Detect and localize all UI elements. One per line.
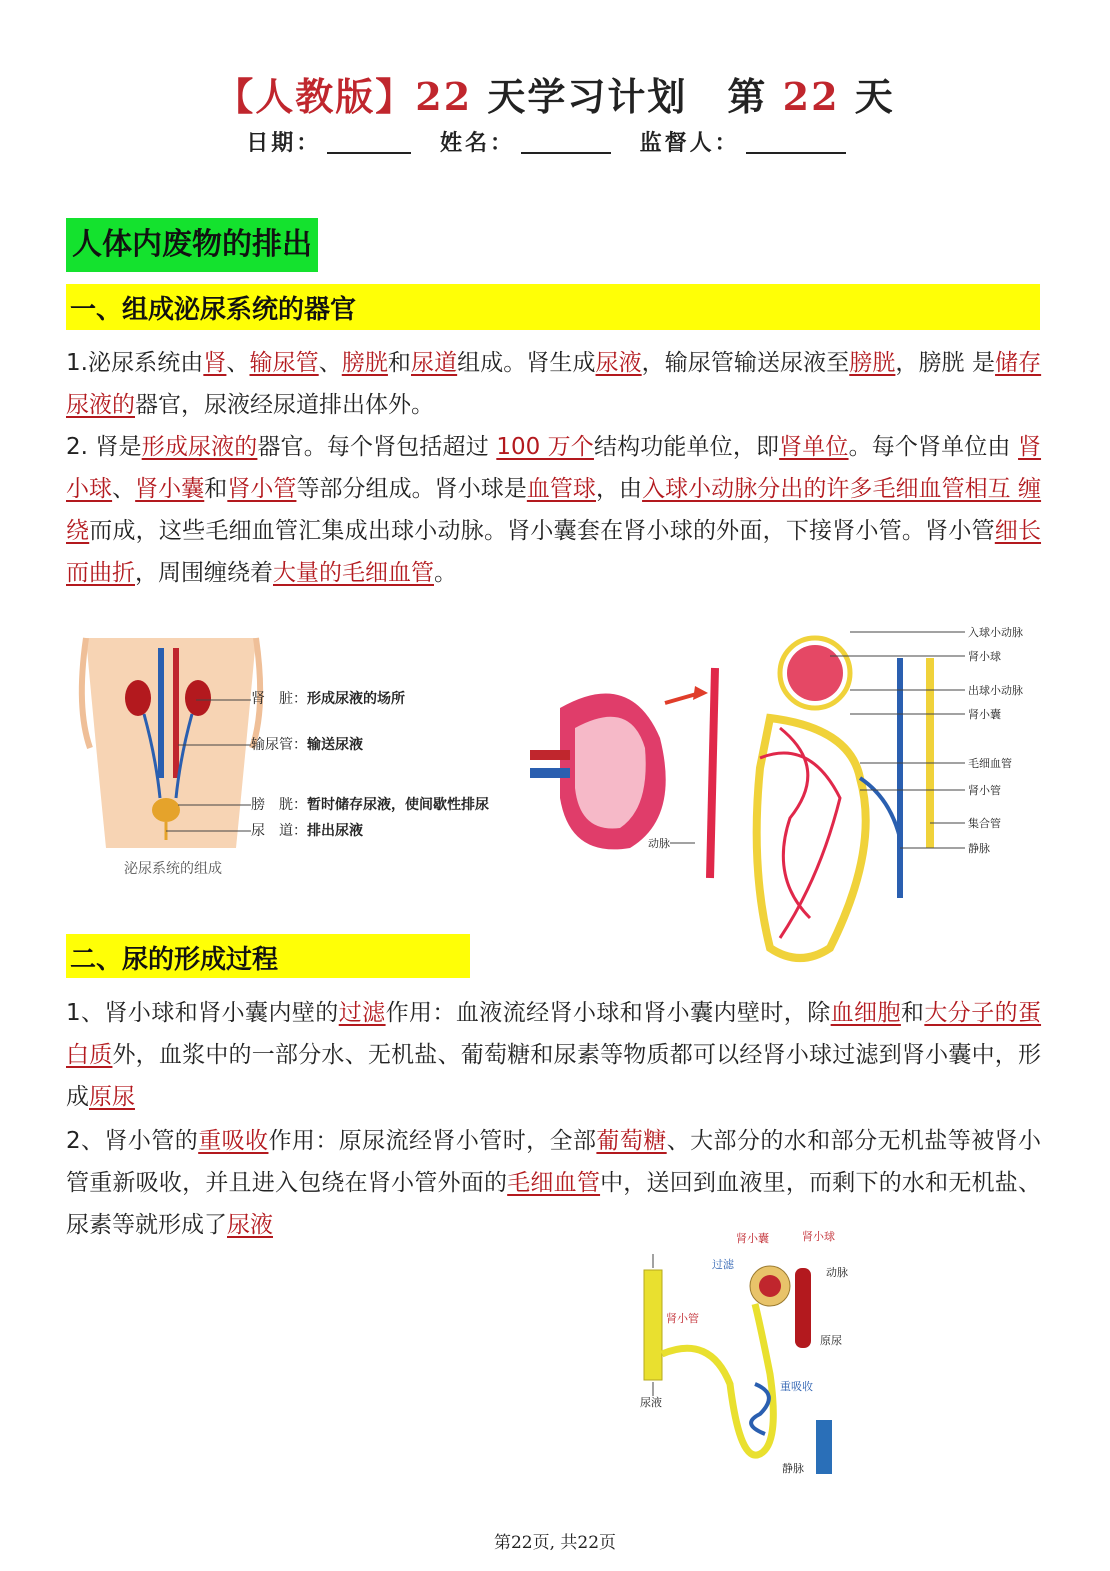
urinary-system-figure (66, 628, 526, 888)
key-term: 形成尿液的 (141, 434, 258, 460)
label-primary-urine: 原尿 (820, 1334, 842, 1347)
label-collecting-duct: 集合管 (968, 817, 1001, 830)
section2-para2 (66, 1120, 1041, 1246)
label-efferent-arteriole: 出球小动脉 (968, 684, 1023, 697)
title-tail: 天 (839, 74, 895, 119)
text-segment: 和 (900, 1000, 925, 1026)
text-segment: 、 (112, 476, 136, 502)
key-term: 肾 (203, 350, 227, 376)
text-segment: 、 (318, 350, 342, 376)
label-vein: 静脉 (968, 842, 990, 855)
text-segment: 作用：血液流经肾小球和肾小囊内壁时，除 (385, 1000, 831, 1026)
supervisor-field[interactable] (746, 130, 846, 154)
key-term: 大量的毛细血管 (273, 560, 434, 586)
name-label: 姓名： (439, 130, 515, 156)
label-filtration: 过滤 (712, 1258, 734, 1271)
section2-para1 (66, 992, 1041, 1118)
section1-para2 (66, 426, 1041, 594)
key-term: 100 万个 (496, 434, 594, 460)
key-term: 细长 而曲折 (66, 518, 1042, 586)
key-term: 膀胱 (341, 350, 388, 376)
label-tubule-2: 肾小管 (666, 1312, 699, 1325)
text-segment: 和 (204, 476, 228, 502)
label-artery: 动脉 (648, 837, 670, 850)
key-term: 尿道 (411, 350, 458, 376)
day-number: 22 (782, 74, 840, 119)
text-segment: ，周围缠绕着 (135, 560, 273, 586)
label-glomerulus: 肾小球 (968, 650, 1001, 663)
text-segment: ，由 (595, 476, 643, 502)
title-mid: 天学习计划 第 (472, 74, 783, 119)
key-term: 肾小管 (227, 476, 297, 502)
label-glomerulus-2: 肾小球 (802, 1230, 835, 1243)
label-bowman-capsule: 肾小囊 (968, 708, 1001, 721)
label-tubule: 肾小管 (968, 784, 1001, 797)
urinary-system-illustration (66, 628, 526, 888)
nephron-figure (530, 618, 1040, 968)
key-term: 输尿管 (249, 350, 319, 376)
label-artery-2: 动脉 (826, 1266, 848, 1279)
text-segment: ，输尿管输送尿液至 (641, 350, 850, 376)
label-capsule: 肾小囊 (736, 1232, 769, 1245)
key-term: 血管球 (526, 476, 596, 502)
text-segment: 、大部分的水和部分无机盐等被肾小管重新吸收，并且进入包绕在肾小管外面的 (66, 1128, 1042, 1196)
edition-label: 【人教版】 (215, 74, 416, 119)
text-segment: ，膀胱 是 (895, 350, 996, 376)
name-field[interactable] (521, 130, 611, 154)
key-term: 肾小囊 (135, 476, 205, 502)
text-segment: 、 (226, 350, 250, 376)
key-term: 原尿 (89, 1084, 135, 1110)
section1-heading: 一、组成泌尿系统的器官 (66, 284, 1040, 330)
label-afferent-arteriole: 入球小动脉 (968, 626, 1023, 639)
page-footer: 第22页, 共22页 (493, 1533, 617, 1553)
date-label: 日期： (246, 130, 322, 156)
urethra-label: 尿 道：排出尿液 (251, 823, 363, 839)
text-segment: 。 (434, 560, 457, 586)
text-segment: 和 (387, 350, 411, 376)
topic-heading: 人体内废物的排出 (66, 218, 318, 272)
meta-line (0, 126, 1110, 157)
key-term: 储存尿液的 (66, 350, 1042, 418)
text-segment: 器官。每个肾包括超过 (257, 434, 497, 460)
text-segment: 而成，这些毛细血管汇集成出球小动脉。肾小囊套在肾小球的外面，下接肾小管。肾小管 (89, 518, 995, 544)
urine-formation-figure (630, 1224, 860, 1484)
key-term: 肾小球 (66, 434, 1042, 502)
text-segment: 器官，尿液经尿道排出体外。 (135, 392, 434, 418)
section2-heading: 二、尿的形成过程 (66, 934, 470, 978)
urine-formation-illustration (630, 1224, 860, 1484)
key-term: 大分子的蛋白质 (66, 1000, 1042, 1068)
text-segment: 作用：原尿流经肾小管时，全部 (268, 1128, 597, 1154)
date-field[interactable] (327, 130, 411, 154)
key-term: 血细胞 (830, 1000, 901, 1026)
key-term: 重吸收 (198, 1128, 269, 1154)
figure1-caption: 泌尿系统的组成 (124, 861, 222, 877)
key-term: 入球小动脉分出的许多毛细血管相互 缠绕 (66, 476, 1042, 544)
key-term: 尿液 (595, 350, 642, 376)
nephron-illustration (530, 618, 1040, 968)
plan-days: 22 (415, 74, 473, 119)
text-segment: 结构功能单位，即 (593, 434, 780, 460)
label-capillaries: 毛细血管 (968, 757, 1012, 770)
key-term: 葡萄糖 (596, 1128, 667, 1154)
kidney-label: 肾 脏：形成尿液的场所 (251, 691, 405, 707)
page-title (0, 66, 1110, 121)
ureter-label: 输尿管：输送尿液 (251, 737, 363, 753)
text-segment: 1.泌尿系统由 (66, 350, 204, 376)
section1-para1 (66, 342, 1041, 426)
label-urine: 尿液 (640, 1396, 662, 1409)
label-vein-2: 静脉 (782, 1462, 804, 1475)
text-segment: 外，血浆中的一部分水、无机盐、葡萄糖和尿素等物质都可以经肾小球过滤到肾小囊中，形成 (66, 1042, 1042, 1110)
text-segment: 。每个肾单位由 (848, 434, 1019, 460)
text-segment: 中，送回到血液里，而剩下的水和无机盐、尿素等就形成了 (66, 1170, 1042, 1238)
text-segment: 1、肾小球和肾小囊内壁的 (66, 1000, 339, 1026)
text-segment: 2. 肾是 (66, 434, 142, 460)
text-segment: 等部分组成。肾小球是 (296, 476, 527, 502)
text-segment: 2、肾小管的 (66, 1128, 199, 1154)
label-reabsorption: 重吸收 (780, 1380, 813, 1393)
key-term: 毛细血管 (507, 1170, 601, 1196)
supervisor-label: 监督人： (639, 130, 740, 156)
key-term: 过滤 (338, 1000, 386, 1026)
bladder-label: 膀 胱：暂时储存尿液，使间歇性排尿 (251, 797, 489, 813)
key-term: 肾单位 (779, 434, 849, 460)
key-term: 膀胱 (849, 350, 896, 376)
text-segment: 组成。肾生成 (457, 350, 596, 376)
key-term: 尿液 (227, 1212, 273, 1238)
